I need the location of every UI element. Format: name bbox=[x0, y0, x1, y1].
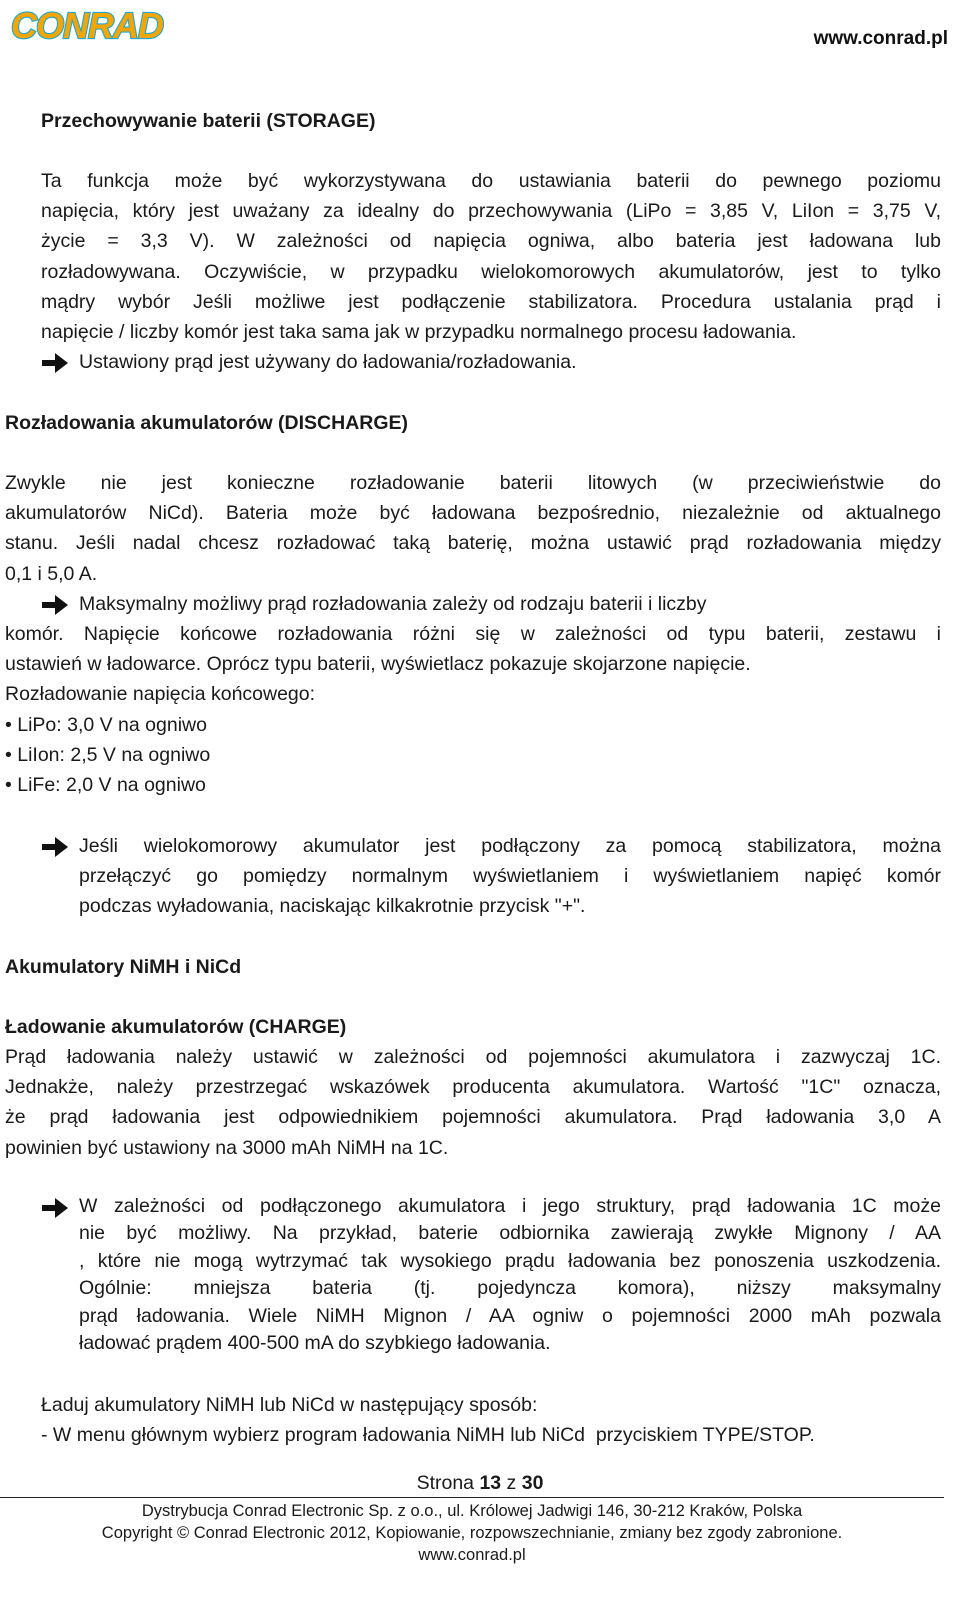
text-line: ładować prądem 400-500 mA do szybkiego ładowania. bbox=[79, 1332, 551, 1355]
site-url[interactable]: www.conrad.pl bbox=[813, 28, 948, 49]
storage-heading: Przechowywanie baterii (STORAGE) bbox=[41, 110, 376, 132]
text-line: napięcia, który jest uważany za idealny do przechowywania (LiPo = 3,85 V, LiIon = 3,75 V, bbox=[41, 200, 941, 223]
list-item: • LiFe: 2,0 V na ogniwo bbox=[5, 774, 206, 797]
text-line: powinien być ustawiony na 3000 mAh NiMH na 1C. bbox=[5, 1136, 449, 1159]
text-line: Jeśli wielokomorowy akumulator jest podłączony za pomocą stabilizatora, można bbox=[79, 835, 941, 857]
charge-note bbox=[79, 1193, 941, 1357]
arrow-right-icon bbox=[41, 836, 69, 858]
page-number bbox=[0, 1472, 960, 1495]
instructions-step: - W menu głównym wybierz program ładowania NiMH lub NiCd przyciskiem TYPE/STOP. bbox=[41, 1424, 815, 1447]
text-line: akumulatorów NiCd). Bateria może być ładowana bezpośrednio, niezależnie od aktualnego bbox=[5, 502, 941, 525]
instructions-title: Ładuj akumulatory NiMH lub NiCd w następujący sposób: bbox=[41, 1394, 538, 1416]
arrow-right-icon bbox=[41, 352, 69, 374]
text-line: prąd ładowania. Wiele NiMH Mignon / AA ogniw o pojemności 2000 mAh pozwala bbox=[79, 1304, 941, 1327]
footer-url[interactable]: www.conrad.pl bbox=[418, 1546, 526, 1564]
footer-divider bbox=[0, 1497, 944, 1498]
discharge-continuation bbox=[5, 619, 941, 710]
discharge-note: Maksymalny możliwy prąd rozładowania zależy od rodzaju baterii i liczby bbox=[79, 593, 707, 615]
text-line: ustawień w ładowarce. Oprócz typu baterii, wyświetlacz pokazuje skojarzone napięcie. bbox=[5, 653, 751, 676]
page-mid: z bbox=[501, 1472, 522, 1494]
list-item: • LiIon: 2,5 V na ogniwo bbox=[5, 744, 211, 767]
discharge-heading: Rozładowania akumulatorów (DISCHARGE) bbox=[5, 412, 409, 434]
footer bbox=[0, 1500, 944, 1566]
text-line: Prąd ładowania należy ustawić w zależności od pojemności akumulatora i zazwyczaj 1C. bbox=[5, 1046, 941, 1068]
text-line: nie być możliwy. Na przykład, baterie odbiornika zawierają zwykłe Mignony / AA bbox=[79, 1222, 941, 1245]
page-total: 30 bbox=[521, 1472, 544, 1494]
conrad-logo bbox=[8, 2, 164, 46]
text-line: Jednakże, należy przestrzegać wskazówek producenta akumulatora. Wartość "1C" oznacza, bbox=[5, 1076, 941, 1099]
text-line: rozładowywana. Oczywiście, w przypadku wielokomorowych akumulatorów, jest to tylko bbox=[41, 260, 941, 283]
page-prefix: Strona bbox=[416, 1472, 480, 1494]
arrow-right-icon bbox=[41, 1197, 69, 1219]
text-line: życie = 3,3 V). W zależności od napięcia ogniwa, albo bateria jest ładowana lub bbox=[41, 230, 941, 253]
charge-instructions bbox=[41, 1390, 941, 1450]
text-line: Rozładowanie napięcia końcowego: bbox=[5, 683, 316, 706]
text-line: mądry wybór Jeśli możliwe jest podłączenie stabilizatora. Procedura ustalania prąd i bbox=[41, 290, 941, 313]
text-line: Zwykle nie jest konieczne rozładowanie baterii litowych (w przeciwieństwie do bbox=[5, 472, 941, 494]
arrow-right-icon bbox=[41, 594, 69, 616]
storage-paragraph bbox=[41, 166, 941, 347]
text-line: napięcie / liczby komór jest taka sama jak w przypadku normalnego procesu ładowania. bbox=[41, 321, 797, 344]
text-line: 0,1 i 5,0 A. bbox=[5, 562, 98, 585]
nimh-heading: Akumulatory NiMH i NiCd bbox=[5, 956, 242, 978]
text-line: Ta funkcja może być wykorzystywana do ustawiania baterii do pewnego poziomu bbox=[41, 170, 941, 192]
text-line: przełączyć go pomiędzy normalnym wyświetlaniem i wyświetlaniem napięć komór bbox=[79, 865, 941, 888]
discharge-paragraph bbox=[5, 468, 941, 589]
footer-copyright: Copyright © Conrad Electronic 2012, Kopiowanie, rozpowszechnianie, zmiany bez zgody zabronione. bbox=[101, 1524, 843, 1542]
text-line: W zależności od podłączonego akumulatora i jego struktury, prąd ładowania 1C może bbox=[79, 1195, 941, 1217]
text-line: , które nie mogą wytrzymać tak wysokiego prądu ładowania bez ponoszenia uszkodzenia. bbox=[79, 1249, 941, 1272]
text-line: że prąd ładowania jest odpowiednikiem pojemności akumulatora. Prąd ładowania 3,0 A bbox=[5, 1106, 941, 1129]
list-item: • LiPo: 3,0 V na ogniwo bbox=[5, 714, 207, 736]
voltage-list bbox=[5, 710, 941, 801]
text-line: Ogólnie: mniejsza bateria (tj. pojedyncza komora), niższy maksymalny bbox=[79, 1277, 941, 1300]
footer-address: Dystrybucja Conrad Electronic Sp. z o.o., ul. Królowej Jadwigi 146, 30-212 Kraków, Polska bbox=[141, 1502, 803, 1520]
text-line: podczas wyładowania, naciskając kilkakrotnie przycisk "+". bbox=[79, 895, 586, 918]
svg-text:CONRAD: CONRAD bbox=[11, 5, 163, 46]
charge-paragraph bbox=[5, 1042, 941, 1163]
text-line: komór. Napięcie końcowe rozładowania różni się w zależności od typu baterii, zestawu i bbox=[5, 623, 941, 645]
discharge-note-2 bbox=[79, 831, 941, 922]
storage-note: Ustawiony prąd jest używany do ładowania/rozładowania. bbox=[79, 351, 577, 373]
page-current: 13 bbox=[479, 1472, 502, 1494]
charge-heading: Ładowanie akumulatorów (CHARGE) bbox=[5, 1016, 347, 1038]
text-line: stanu. Jeśli nadal chcesz rozładować taką baterię, można ustawić prąd rozładowania między bbox=[5, 532, 941, 555]
